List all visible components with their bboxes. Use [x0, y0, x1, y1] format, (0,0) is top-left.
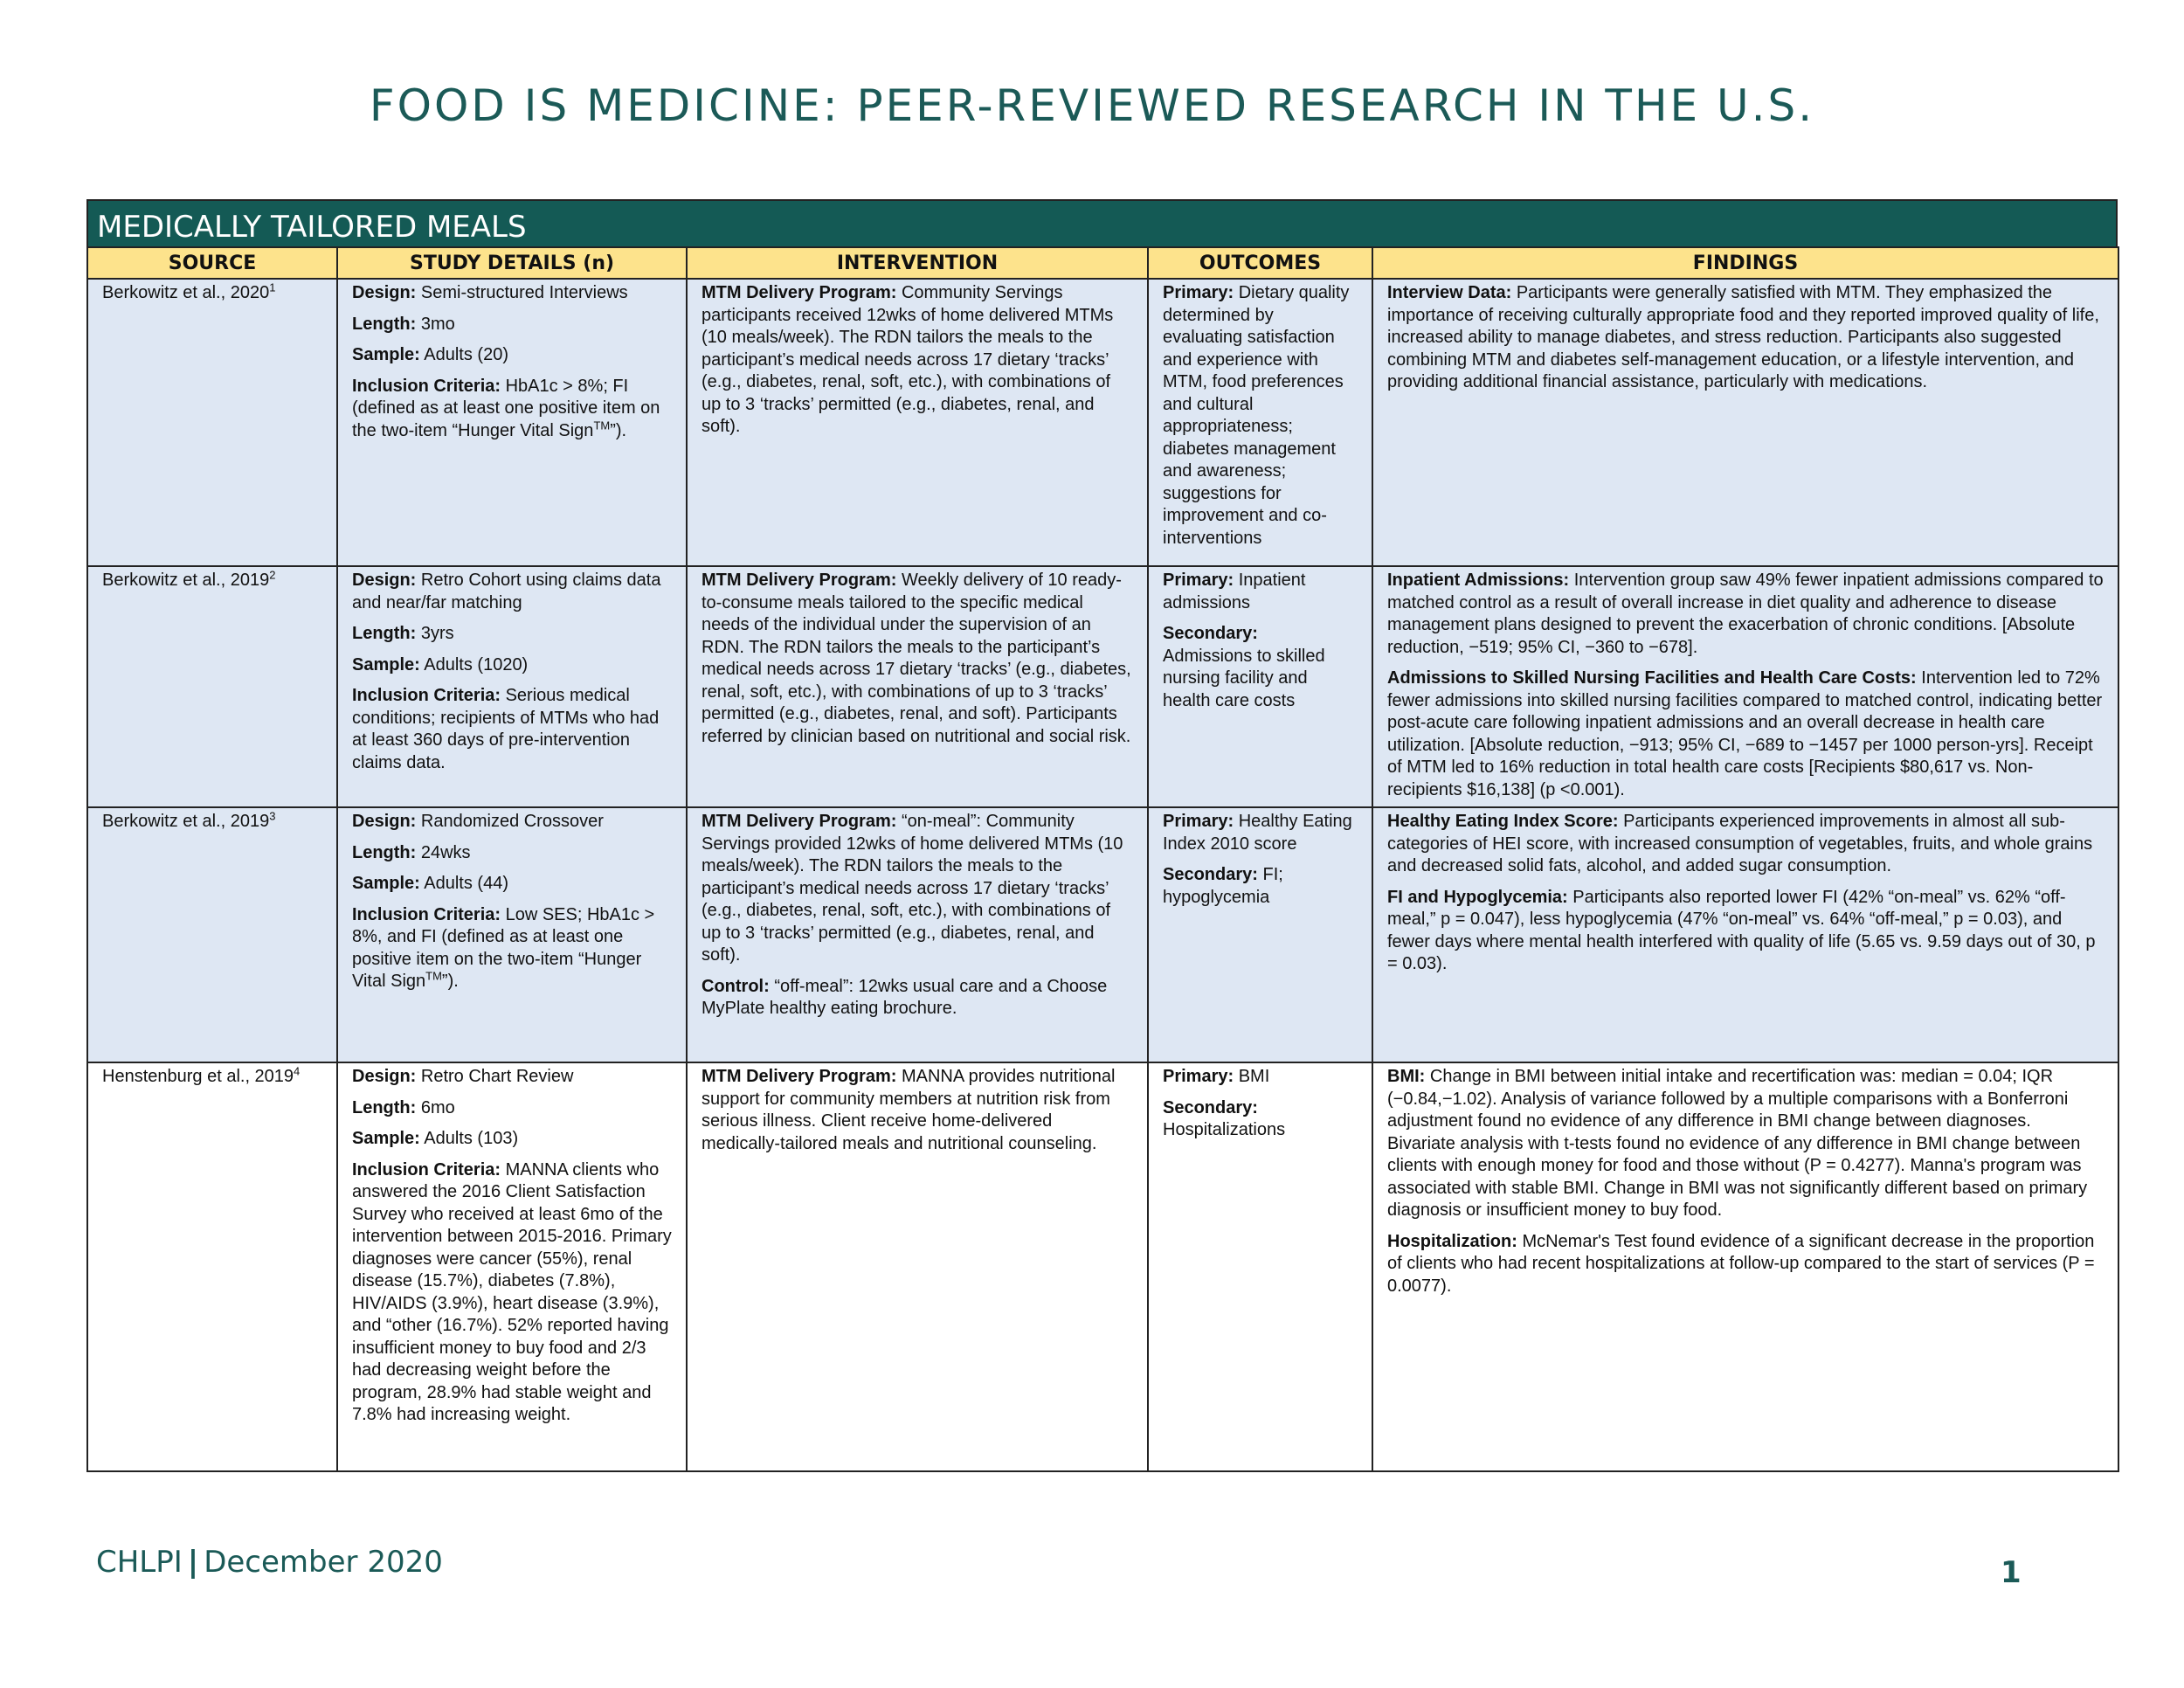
finding-entry	[1387, 1066, 2104, 1222]
study-detail-label: Sample:	[352, 345, 420, 364]
finding-text: Participants experienced improvements in almost all sub-categories of HEI score, with increased consumption of vegetables, fruits, and whole grains and decreased solid fats, alcohol, and added sugar consumption.	[1387, 812, 2093, 875]
study-detail-label: Length:	[352, 624, 417, 643]
column-header-outcomes: OUTCOMES	[1148, 247, 1372, 279]
outcome-text: Dietary quality determined by evaluating satisfaction and experience with MTM, food preferences and cultural appropriateness; diabetes management and awareness; suggestions for improvement and co-interventions	[1163, 283, 1350, 548]
intervention-cell	[687, 807, 1148, 1062]
finding-label: Inpatient Admissions:	[1387, 571, 1570, 590]
finding-label: BMI:	[1387, 1067, 1426, 1086]
source-citation: Berkowitz et al., 2020	[102, 283, 270, 302]
study-detail-entry	[352, 904, 672, 993]
outcome-entry	[1163, 864, 1358, 909]
outcome-entry	[1163, 282, 1358, 550]
finding-entry	[1387, 1231, 2104, 1298]
finding-label: FI and Hypoglycemia:	[1387, 887, 1568, 907]
study-detail-text: 24wks	[416, 842, 471, 862]
reference-number: 4	[294, 1064, 301, 1078]
intervention-label: Control:	[702, 976, 770, 996]
outcome-label: Secondary:	[1163, 624, 1258, 643]
study-detail-label: Inclusion Criteria:	[352, 376, 501, 396]
footer-date: December 2020	[204, 1545, 443, 1580]
page-title: FOOD IS MEDICINE: PEER-REVIEWED RESEARCH IN THE U.S.	[369, 80, 1815, 131]
study-details-cell	[337, 279, 687, 566]
intervention-text: “off-meal”: 12wks usual care and a Choose MyPlate healthy eating brochure.	[702, 976, 1108, 1018]
study-detail-text: Adults (44)	[419, 874, 508, 893]
study-details-cell	[337, 566, 687, 807]
footer-org: CHLPI	[96, 1545, 183, 1580]
source-citation: Henstenburg et al., 2019	[102, 1067, 294, 1086]
finding-entry	[1387, 887, 2104, 976]
outcome-entry	[1163, 1097, 1358, 1142]
source-cell	[87, 1062, 337, 1471]
reference-number: 3	[269, 809, 276, 823]
finding-text: Participants were generally satisfied with MTM. They emphasized the importance of receiving culturally appropriate food and they reported improved quality of life, increased ability to manage diabetes, and stress reduction. Participants also suggested combining MTM and diabetes self-management education, or a lifestyle intervention, and providing additional financial assistance, particularly with medications.	[1387, 283, 2099, 391]
intervention-text: MANNA provides nutritional support for community members at nutrition risk from serious illness. Client receive home-delivered medically-tailored meals and nutritional counseling.	[702, 1067, 1116, 1153]
study-detail-entry	[352, 685, 672, 774]
study-detail-text: Retro Chart Review	[416, 1067, 574, 1086]
trademark-mark: TM	[425, 969, 442, 983]
outcome-label: Primary:	[1163, 812, 1234, 831]
finding-text: Intervention led to 72% fewer admissions into skilled nursing facilities compared to matched control, indicating better post-acute care following inpatient admissions and an overall decrease in health care utilization. [Absolute reduction, −913; 95% CI, −689 to −1457 per 1000 person-yrs]. Receipt of MTM led to 16% reduction in total health care costs [Recipients $80,617 vs. Non-recipients $16,138] (p <0.001).	[1387, 668, 2103, 799]
intervention-text: Weekly delivery of 10 ready-to-consume meals tailored to the specific medical needs of the individual under the supervision of an RDN. The RDN tailors the meals to the participant’s medical needs across 17 dietary ‘tracks’ (e.g., diabetes, renal, soft, etc.), with combinations of up to 3 ‘tracks’ permitted (e.g., diabetes, renal, and soft). Participants referred by clinician based on nutritional and social risk.	[702, 571, 1131, 746]
study-detail-label: Inclusion Criteria:	[352, 904, 501, 924]
intervention-entry	[702, 282, 1133, 439]
research-table-container	[86, 199, 2118, 1472]
section-header: MEDICALLY TAILORED MEALS	[86, 199, 2118, 246]
source-cell	[87, 807, 337, 1062]
outcomes-cell	[1148, 807, 1372, 1062]
study-detail-entry	[352, 1159, 672, 1427]
study-detail-entry	[352, 1066, 672, 1089]
table-body	[87, 279, 2118, 1471]
outcome-label: Primary:	[1163, 283, 1234, 302]
column-header-source: SOURCE	[87, 247, 337, 279]
outcome-text: Hospitalizations	[1163, 1120, 1286, 1139]
reference-number: 1	[269, 280, 276, 294]
study-detail-label: Sample:	[352, 654, 420, 675]
outcome-entry	[1163, 570, 1358, 614]
outcome-label: Primary:	[1163, 571, 1234, 590]
study-detail-text-tail: ”).	[610, 420, 627, 440]
table-row	[87, 279, 2118, 566]
source-cell	[87, 566, 337, 807]
outcome-text: BMI	[1234, 1067, 1270, 1086]
study-detail-text: 6mo	[416, 1097, 455, 1117]
column-header-intervention: INTERVENTION	[687, 247, 1148, 279]
outcome-text: FI; hypoglycemia	[1163, 865, 1283, 907]
column-header-findings: FINDINGS	[1372, 247, 2118, 279]
source-citation: Berkowitz et al., 2019	[102, 571, 270, 590]
outcome-text: Admissions to skilled nursing facility and health care costs	[1163, 646, 1325, 710]
source-citation: Berkowitz et al., 2019	[102, 812, 270, 831]
finding-text: Intervention group saw 49% fewer inpatient admissions compared to matched control as a result of overall increase in diet quality and adherence to disease management plans designed to prevent the exacerbation of chronic conditions. [Absolute reduction, −519; 95% CI, −360 to −678].	[1387, 571, 2104, 657]
intervention-text: Community Servings participants received 12wks of home delivered MTMs (10 meals/week). The RDN tailors the meals to the participant’s medical needs across 17 dietary ‘tracks’ (e.g., diabetes, renal, soft, etc.), with combinations of up to 3 ‘tracks’ permitted (e.g., diabetes, renal, and soft).	[702, 283, 1114, 436]
reference-number: 2	[269, 568, 276, 582]
intervention-cell	[687, 1062, 1148, 1471]
intervention-cell	[687, 279, 1148, 566]
trademark-mark: TM	[593, 418, 611, 432]
study-detail-entry	[352, 654, 672, 677]
study-details-cell	[337, 1062, 687, 1471]
study-detail-text: 3yrs	[416, 624, 454, 643]
finding-label: Interview Data:	[1387, 283, 1512, 302]
findings-cell	[1372, 807, 2118, 1062]
study-detail-entry	[352, 873, 672, 896]
finding-label: Admissions to Skilled Nursing Facilities and Health Care Costs:	[1387, 668, 1917, 688]
page-number: 1	[2001, 1555, 2022, 1590]
study-detail-label: Design:	[352, 812, 417, 831]
intervention-entry	[702, 1066, 1133, 1155]
table-row	[87, 807, 2118, 1062]
outcome-text: Healthy Eating Index 2010 score	[1163, 812, 1352, 854]
study-detail-entry	[352, 842, 672, 865]
footer	[96, 1545, 443, 1580]
study-detail-text: 3mo	[416, 314, 455, 334]
outcome-entry	[1163, 811, 1358, 855]
study-detail-text: Randomized Crossover	[416, 812, 604, 831]
outcome-label: Secondary:	[1163, 1097, 1258, 1117]
study-detail-entry	[352, 282, 672, 305]
study-detail-text: Retro Cohort using claims data and near/far matching	[352, 571, 661, 612]
findings-cell	[1372, 566, 2118, 807]
finding-label: Hospitalization:	[1387, 1231, 1517, 1251]
intervention-text: “on-meal”: Community Servings provided 12wks of home delivered MTMs (10 meals/week). The RDN tailors the meals to the participant’s medical needs across 17 dietary ‘tracks’ (e.g., diabetes, renal, soft, etc.), with combinations of up to 3 ‘tracks’ permitted (e.g., diabetes, renal, and soft).	[702, 812, 1123, 965]
study-detail-text: Adults (20)	[419, 345, 508, 364]
findings-cell	[1372, 1062, 2118, 1471]
table-row	[87, 1062, 2118, 1471]
finding-entry	[1387, 570, 2104, 659]
study-detail-text: Serious medical conditions; recipients of MTMs who had at least 360 days of pre-intervention claims data.	[352, 686, 660, 772]
study-detail-entry	[352, 344, 672, 367]
study-detail-entry	[352, 811, 672, 834]
column-header-study-details: STUDY DETAILS (n)	[337, 247, 687, 279]
study-detail-text: Semi-structured Interviews	[416, 283, 628, 302]
finding-label: Healthy Eating Index Score:	[1387, 812, 1619, 831]
research-table	[86, 246, 2119, 1472]
table-row	[87, 566, 2118, 807]
finding-text: McNemar's Test found evidence of a significant decrease in the proportion of clients who had recent hospitalizations at follow-up compared to the start of services (P = 0.0077).	[1387, 1231, 2095, 1296]
study-detail-label: Sample:	[352, 1129, 420, 1148]
study-detail-label: Design:	[352, 571, 417, 590]
finding-entry	[1387, 811, 2104, 878]
study-detail-text: Low SES; HbA1c > 8%, and FI (defined as at least one positive item on the two-item “Hunger Vital Sign	[352, 904, 655, 991]
outcomes-cell	[1148, 566, 1372, 807]
study-detail-entry	[352, 1097, 672, 1120]
study-detail-label: Inclusion Criteria:	[352, 686, 501, 705]
study-detail-entry	[352, 1128, 672, 1151]
intervention-cell	[687, 566, 1148, 807]
study-detail-label: Sample:	[352, 874, 420, 893]
footer-separator: |	[187, 1545, 199, 1580]
study-detail-text-tail: ”).	[441, 972, 459, 991]
study-detail-label: Length:	[352, 314, 417, 334]
outcome-label: Secondary:	[1163, 865, 1258, 884]
outcome-text: Inpatient admissions	[1163, 571, 1306, 612]
findings-cell	[1372, 279, 2118, 566]
study-detail-text: MANNA clients who answered the 2016 Client Satisfaction Survey who received at least 6mo of the intervention between 2015-2016. Primary diagnoses were cancer (55%), renal disease (15.7%), diabetes (7.8%), HIV/AIDS (3.9%), heart disease (3.9%), and “other (16.7%). 52% reported having insufficient money to buy food and 2/3 had decreasing weight before the program, 28.9% had stable weight and 7.8% had increasing weight.	[352, 1159, 672, 1424]
outcome-entry	[1163, 1066, 1358, 1089]
finding-text: Participants also reported lower FI (42% “on-meal” vs. 62% “off-meal,” p = 0.047), less hypoglycemia (47% “on-meal” vs. 64% “off-meal,” p = 0.03), and fewer days where mental health interfered with quality of life (5.65 vs. 9.59 days out of 30, p = 0.03).	[1387, 887, 2096, 973]
outcomes-cell	[1148, 279, 1372, 566]
study-details-cell	[337, 807, 687, 1062]
table-header-row	[87, 247, 2118, 279]
intervention-label: MTM Delivery Program:	[702, 571, 897, 590]
source-cell	[87, 279, 337, 566]
intervention-label: MTM Delivery Program:	[702, 283, 897, 302]
study-detail-entry	[352, 623, 672, 646]
finding-entry	[1387, 282, 2104, 394]
study-detail-label: Design:	[352, 1067, 417, 1086]
intervention-entry	[702, 976, 1133, 1020]
intervention-label: MTM Delivery Program:	[702, 812, 897, 831]
outcomes-cell	[1148, 1062, 1372, 1471]
intervention-entry	[702, 811, 1133, 967]
finding-entry	[1387, 668, 2104, 801]
study-detail-text: Adults (1020)	[419, 654, 529, 675]
intervention-entry	[702, 570, 1133, 748]
outcome-entry	[1163, 623, 1358, 712]
intervention-label: MTM Delivery Program:	[702, 1067, 897, 1086]
outcome-label: Primary:	[1163, 1067, 1234, 1086]
study-detail-label: Length:	[352, 1097, 417, 1117]
study-detail-label: Inclusion Criteria:	[352, 1159, 501, 1180]
study-detail-text: HbA1c > 8%; FI (defined as at least one positive item on the two-item “Hunger Vital Sign	[352, 376, 660, 440]
study-detail-entry	[352, 314, 672, 336]
study-detail-entry	[352, 376, 672, 443]
finding-text: Change in BMI between initial intake and recertification was: median = 0.04; IQR (−0.84,−1.02). Analysis of variance followed by a multiple comparisons with a Bonferroni adjustment found no evidence of any difference in BMI change between diagnoses. Bivariate analysis with t-tests found no evidence of any difference in BMI change between clients with enough money for food and those without (P = 0.4277). Manna's program was associated with stable BMI. Change in BMI was not significantly different based on primary diagnosis or insufficient money to buy food.	[1387, 1067, 2088, 1220]
study-detail-label: Length:	[352, 842, 417, 862]
study-detail-text: Adults (103)	[419, 1129, 519, 1148]
study-detail-label: Design:	[352, 283, 417, 302]
study-detail-entry	[352, 570, 672, 614]
